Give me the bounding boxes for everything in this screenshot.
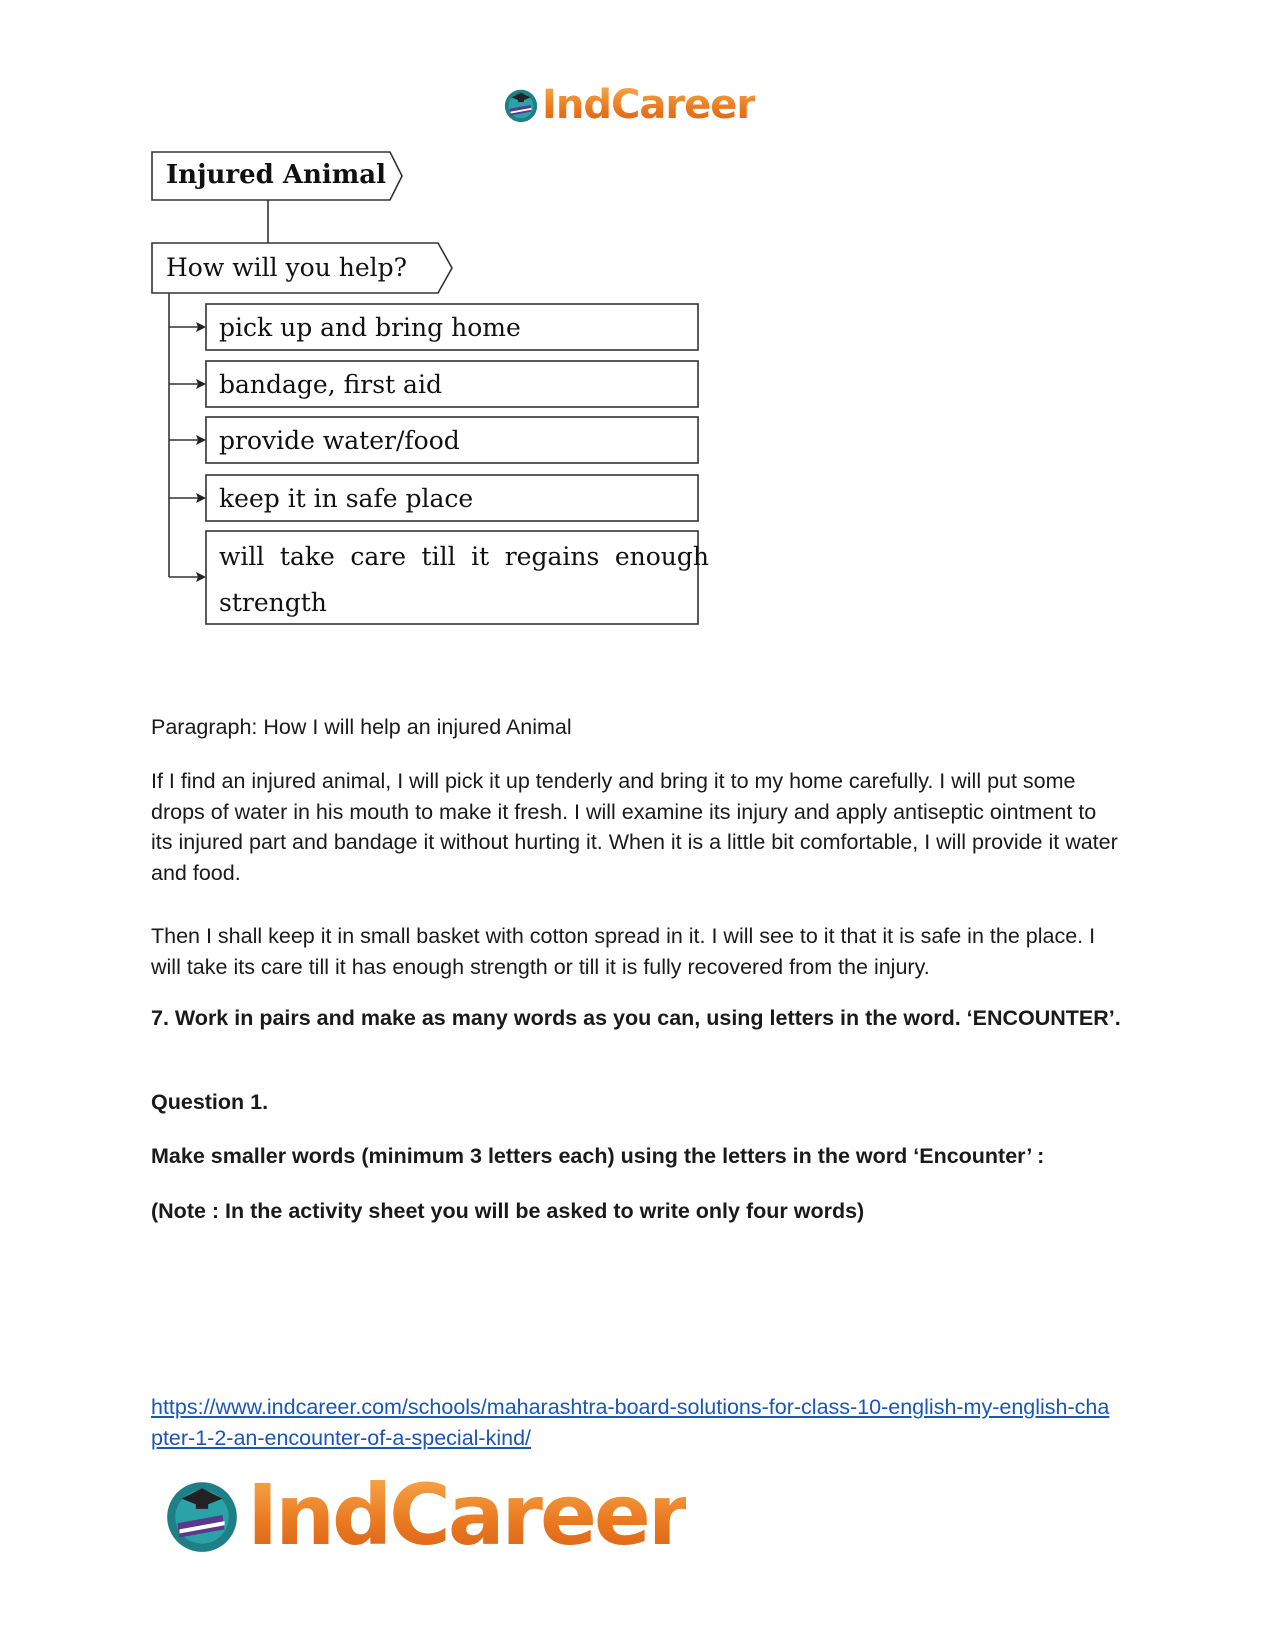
- globe-book-icon: [502, 86, 540, 124]
- question-1-label: Question 1.: [151, 1090, 269, 1114]
- diagram-title: Injured Animal: [166, 160, 387, 190]
- diagram-question: How will you help?: [166, 253, 408, 282]
- instruction-text: Make smaller words (minimum 3 letters each) using the letters in the word ‘Encounter’ :: [151, 1144, 1045, 1168]
- note-text: (Note : In the activity sheet you will be asked to write only four words): [151, 1199, 865, 1223]
- diagram-step-4: keep it in safe place: [219, 484, 474, 513]
- question-7-heading: 7. Work in pairs and make as many words as you can, using letters in the word. ‘ENCOUNTER’.: [151, 1006, 1121, 1030]
- logo-text: IndCareer: [247, 1466, 687, 1564]
- injured-animal-diagram: [150, 150, 750, 670]
- diagram-step-1: pick up and bring home: [219, 313, 521, 342]
- paragraph-1: If I find an injured animal, I will pick it up tenderly and bring it to my home carefully. I will put some drops of water in his mouth to make it fresh. I will examine its injury and apply antiseptic ointment to its injured part and bandage it without hurting it. When it is a little bit comfortable, I will provide it water and food.: [151, 769, 1118, 885]
- globe-book-icon: [161, 1474, 243, 1556]
- paragraph-title: Paragraph: How I will help an injured Animal: [151, 715, 572, 739]
- diagram-step-2: bandage, first aid: [219, 370, 442, 399]
- paragraph-2: Then I shall keep it in small basket with cotton spread in it. I will see to it that it is safe in the place. I will take its care till it has enough strength or till it is fully recovered from the injury.: [151, 924, 1096, 979]
- diagram-step-3: provide water/food: [219, 426, 460, 455]
- diagram-step-5: will take care till it regains enough strength: [219, 542, 709, 617]
- source-link-wrapper: [151, 1392, 1117, 1453]
- header-logo: [502, 80, 755, 130]
- logo-text: IndCareer: [542, 82, 756, 128]
- footer-logo: [161, 1466, 687, 1564]
- source-link[interactable]: https://www.indcareer.com/schools/maharashtra-board-solutions-for-class-10-english-my-english-chapter-1-2-an-encounter-of-a-special-kind/: [151, 1395, 1110, 1450]
